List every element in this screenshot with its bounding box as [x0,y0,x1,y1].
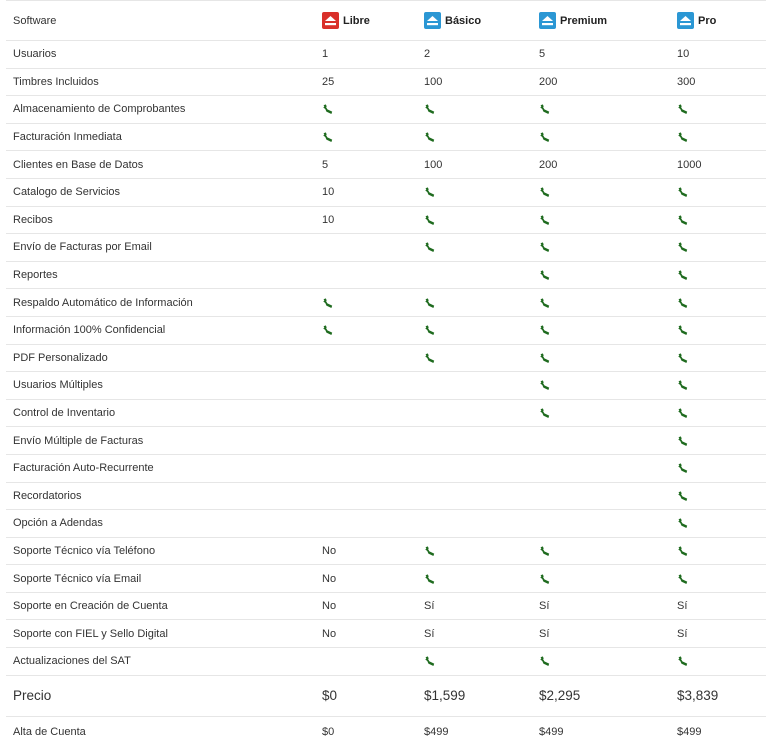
feature-label: Reportes [13,269,58,282]
check-icon [322,124,334,151]
plan-name: Pro [698,14,717,27]
check-icon [424,345,436,372]
plan-logo-icon [322,12,339,29]
table-row [6,510,766,538]
feature-value-libre: No [322,600,337,613]
feature-value-libre: No [322,627,337,640]
plan-logo-icon [677,12,694,29]
price-pro: $3,839 [677,688,719,704]
feature-label: Actualizaciones del SAT [13,655,131,668]
feature-label: Almacenamiento de Comprobantes [13,103,186,116]
feature-label: Usuarios Múltiples [13,379,103,392]
check-icon [677,510,689,537]
feature-value-libre: 10 [322,213,335,226]
feature-label: Catalogo de Servicios [13,186,121,199]
feature-value-libre: 10 [322,186,335,199]
feature-label: Facturación Auto-Recurrente [13,462,154,475]
check-icon [677,565,689,592]
table-header-row [6,0,766,41]
check-icon [424,317,436,344]
plan-name: Premium [560,14,608,27]
check-icon [424,234,436,261]
feature-label: Clientes en Base de Datos [13,158,144,171]
check-icon [677,262,689,289]
plan-pro[interactable] [677,1,716,40]
check-icon [424,538,436,565]
feature-label: Soporte con FIEL y Sello Digital [13,627,168,640]
feature-label: PDF Personalizado [13,351,108,364]
feature-value-premium: Sí [539,627,550,640]
plan-basico[interactable] [424,1,481,40]
check-icon [539,565,551,592]
feature-value-pro: Sí [677,627,688,640]
feature-label: Recibos [13,213,53,226]
setup-libre: $0 [322,725,335,738]
table-row [6,151,766,179]
table-row [6,372,766,400]
check-icon [424,565,436,592]
check-icon [677,234,689,261]
check-icon [539,345,551,372]
check-icon [677,96,689,123]
check-icon [677,648,689,675]
plan-name: Libre [343,14,370,27]
feature-label: Soporte Técnico vía Teléfono [13,544,156,557]
table-row [6,593,766,621]
feature-value-premium: Sí [539,600,550,613]
check-icon [424,289,436,316]
check-icon [322,317,334,344]
check-icon [539,400,551,427]
check-icon [424,124,436,151]
table-row [6,41,766,69]
table-row [6,648,766,676]
plan-premium[interactable] [539,1,607,40]
comparison-table [6,0,766,747]
check-icon [539,124,551,151]
feature-label: Opción a Adendas [13,517,103,530]
check-icon [677,372,689,399]
feature-label: Respaldo Automático de Información [13,296,193,309]
table-row [6,317,766,345]
check-icon [539,96,551,123]
check-icon [539,289,551,316]
setup-pro: $499 [677,725,702,738]
feature-label: Control de Inventario [13,407,116,420]
table-row [6,455,766,483]
feature-value-basico: 2 [424,48,431,61]
check-icon [677,345,689,372]
check-icon [539,372,551,399]
plan-libre[interactable] [322,1,370,40]
check-icon [677,427,689,454]
table-row [6,538,766,566]
feature-label: Información 100% Confidencial [13,324,166,337]
feature-value-premium: 200 [539,75,558,88]
feature-value-libre: 5 [322,158,329,171]
setup-premium: $499 [539,725,564,738]
check-icon [424,648,436,675]
setup-basico: $499 [424,725,449,738]
feature-value-pro: 300 [677,75,696,88]
table-row [6,124,766,152]
feature-value-libre: 1 [322,48,329,61]
table-row [6,179,766,207]
feature-value-premium: 5 [539,48,546,61]
table-row [6,345,766,373]
price-label: Precio [13,688,52,704]
header-label: Software [13,14,57,27]
feature-value-basico: Sí [424,600,435,613]
price-basico: $1,599 [424,688,466,704]
feature-value-premium: 200 [539,158,558,171]
check-icon [677,179,689,206]
price-libre: $0 [322,688,338,704]
check-icon [677,400,689,427]
feature-label: Facturación Inmediata [13,131,122,144]
check-icon [539,648,551,675]
check-icon [539,538,551,565]
table-row [6,234,766,262]
check-icon [322,289,334,316]
feature-label: Soporte Técnico vía Email [13,572,142,585]
check-icon [424,207,436,234]
table-row [6,400,766,428]
table-row [6,207,766,235]
feature-label: Recordatorios [13,489,82,502]
feature-label: Envío Múltiple de Facturas [13,434,144,447]
feature-value-pro: 10 [677,48,690,61]
table-row [6,620,766,648]
check-icon [539,317,551,344]
table-row [6,289,766,317]
feature-value-pro: Sí [677,600,688,613]
check-icon [677,289,689,316]
check-icon [677,124,689,151]
check-icon [539,234,551,261]
check-icon [424,96,436,123]
setup-label: Alta de Cuenta [13,725,86,738]
check-icon [677,483,689,510]
feature-value-pro: 1000 [677,158,702,171]
check-icon [424,179,436,206]
feature-rows [6,41,766,676]
check-icon [677,538,689,565]
check-icon [322,96,334,123]
table-row [6,427,766,455]
check-icon [539,207,551,234]
check-icon [539,179,551,206]
feature-label: Timbres Incluidos [13,75,99,88]
feature-value-basico: 100 [424,75,443,88]
feature-label: Envío de Facturas por Email [13,241,152,254]
table-row [6,565,766,593]
feature-label: Usuarios [13,48,57,61]
feature-value-basico: 100 [424,158,443,171]
plan-name: Básico [445,14,482,27]
check-icon [677,207,689,234]
setup-row [6,717,766,747]
table-row [6,96,766,124]
check-icon [677,455,689,482]
plan-logo-icon [424,12,441,29]
feature-value-libre: No [322,544,337,557]
feature-label: Soporte en Creación de Cuenta [13,600,168,613]
check-icon [539,262,551,289]
check-icon [677,317,689,344]
table-row [6,262,766,290]
table-row [6,69,766,97]
feature-value-libre: 25 [322,75,335,88]
price-premium: $2,295 [539,688,581,704]
feature-value-basico: Sí [424,627,435,640]
price-row [6,676,766,717]
plan-logo-icon [539,12,556,29]
feature-value-libre: No [322,572,337,585]
table-row [6,483,766,511]
